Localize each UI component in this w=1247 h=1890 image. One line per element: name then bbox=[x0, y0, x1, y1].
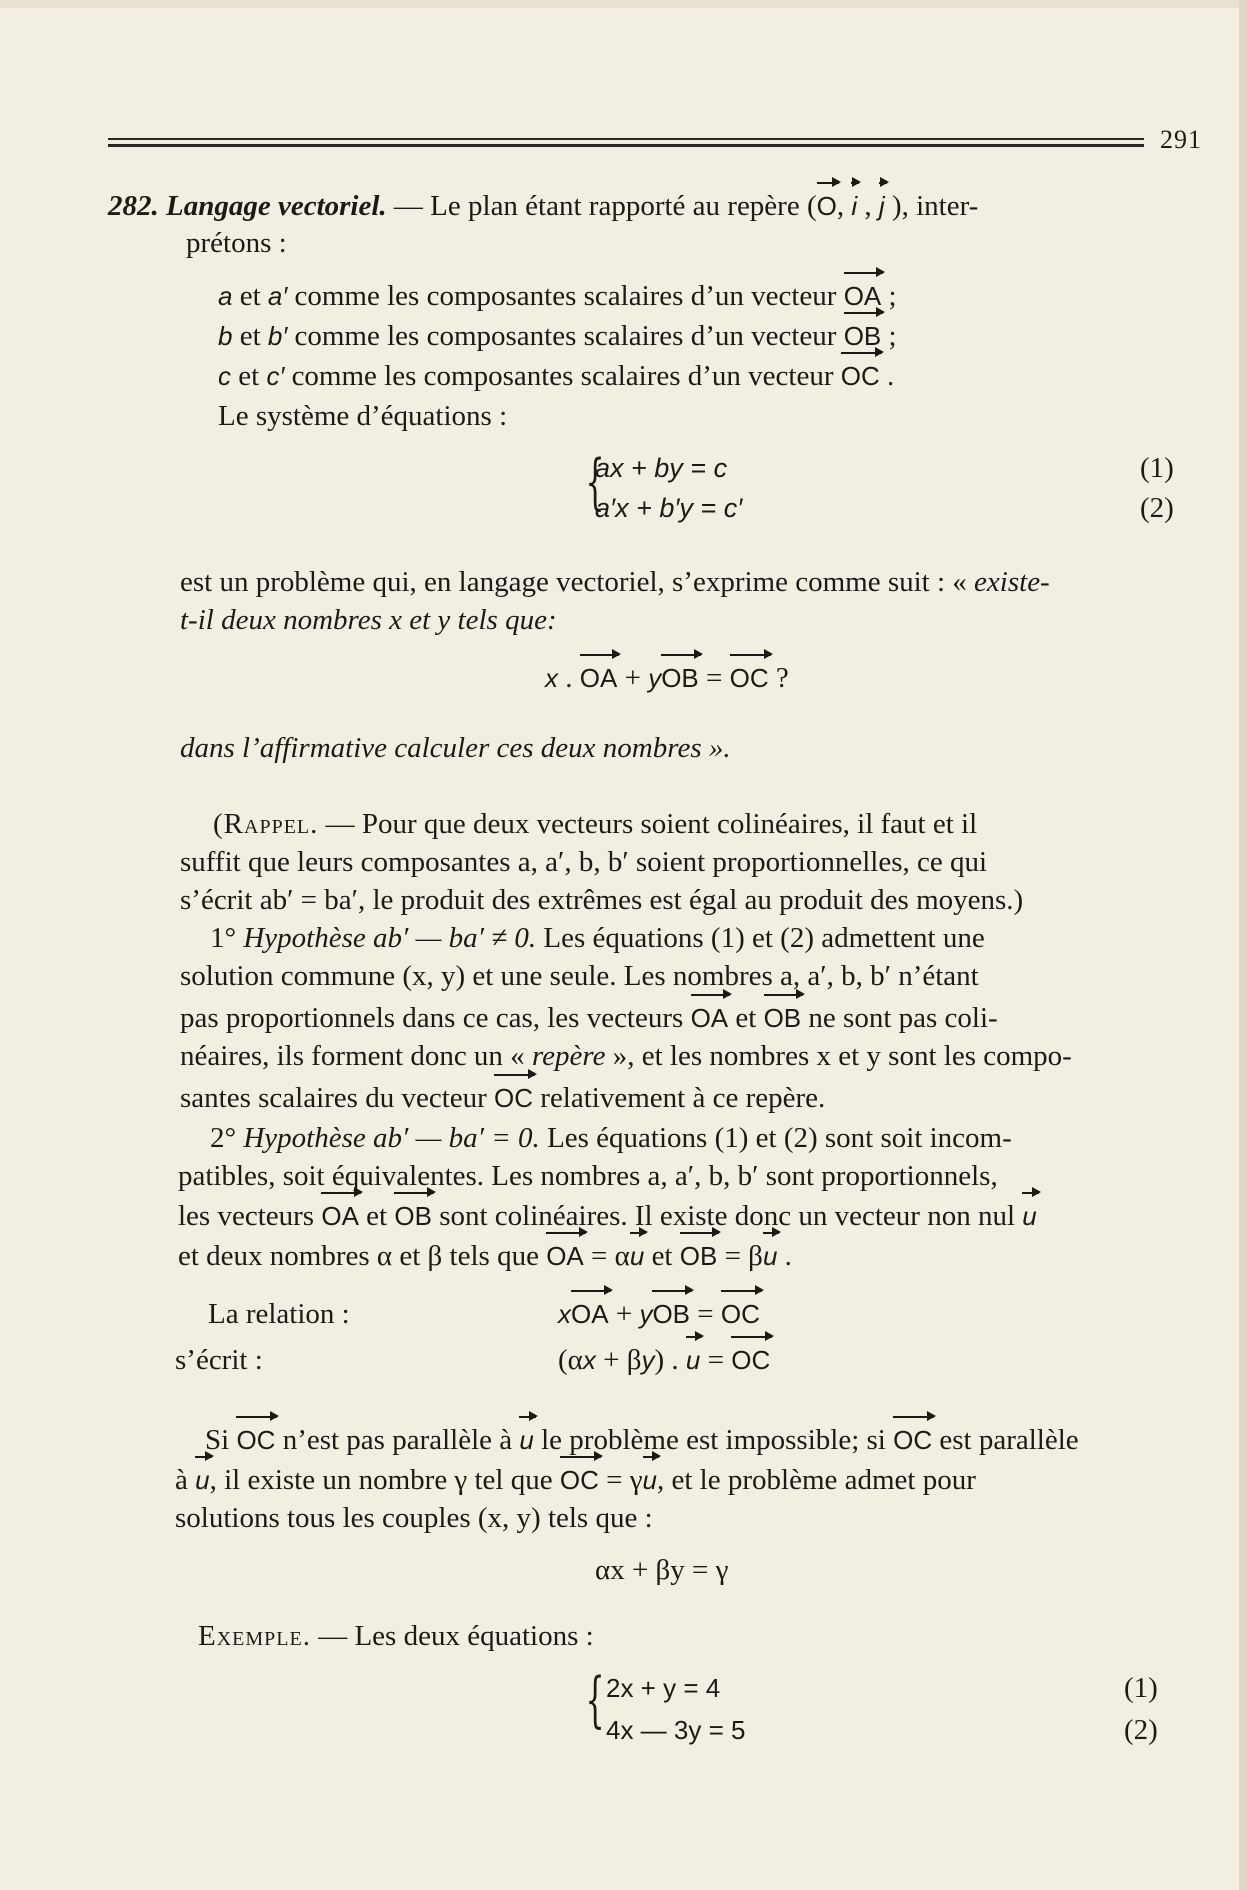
hypothesis-2-line-1: 2° Hypothèse ab′ — ba′ = 0. Les équations (1) et (2) sont soit incom- bbox=[210, 1122, 1012, 1154]
conclusion-line-3: solutions tous les couples (x, y) tels que : bbox=[175, 1502, 653, 1534]
section-number: 282. bbox=[108, 190, 159, 222]
hypothesis-2-line-2: patibles, soit équivalentes. Les nombres a, a′, b, b′ sont proportionnels, bbox=[178, 1160, 998, 1192]
equation-2: a′x + b′y = c′ bbox=[595, 493, 743, 523]
example-equation-2: 4x — 3y = 5 bbox=[606, 1715, 746, 1745]
vector-equation: x . OA + yOB = OC ? bbox=[545, 662, 789, 694]
hypothesis-2-line-3: les vecteurs OA et OB sont colinéaires. Il existe donc un vecteur non nul u bbox=[178, 1200, 1037, 1232]
section-heading bbox=[108, 188, 978, 224]
example-brace: { bbox=[585, 1665, 605, 1735]
list-item-ob: b et b′ comme les composantes scalaires d’un vecteur OB ; bbox=[218, 320, 897, 352]
rappel-line-1: (Rappel. — Pour que deux vecteurs soient colinéaires, il faut et il bbox=[213, 808, 978, 840]
conclusion-line-1: Si OC n’est pas parallèle à u le problème est impossible; si OC est parallèle bbox=[205, 1424, 1079, 1456]
problem-line-1: est un problème qui, en langage vectoriel, s’exprime comme suit : « existe- bbox=[180, 566, 1050, 598]
system-intro: Le système d’équations : bbox=[218, 400, 508, 432]
header-rule bbox=[108, 146, 1144, 147]
rappel-line-3: s’écrit ab′ = ba′, le produit des extrêmes est égal au produit des moyens.) bbox=[180, 884, 1024, 916]
conclusion-equation: αx + βy = γ bbox=[595, 1554, 729, 1586]
page-top-edge bbox=[0, 0, 1247, 8]
header-double-rule bbox=[108, 138, 1144, 146]
section-intro: — Le plan étant rapporté au repère (O, i , j ), inter- bbox=[393, 190, 979, 222]
example-equation-1-number: (1) bbox=[1124, 1672, 1158, 1704]
example-equation-2-number: (2) bbox=[1124, 1714, 1158, 1746]
affirmative-line: dans l’affirmative calculer ces deux nombres ». bbox=[180, 732, 731, 764]
writes-label: s’écrit : bbox=[175, 1344, 263, 1376]
equation-1-number: (1) bbox=[1140, 452, 1174, 484]
hypothesis-2-line-4: et deux nombres α et β tels que OA = αu et OB = βu . bbox=[178, 1240, 792, 1272]
rappel-line-2: suffit que leurs composantes a, a′, b, b′ soient proportionnelles, ce qui bbox=[180, 846, 988, 878]
list-item-oc: c et c′ comme les composantes scalaires d’un vecteur OC . bbox=[218, 360, 895, 392]
hypothesis-1-line-5: santes scalaires du vecteur OC relativement à ce repère. bbox=[180, 1082, 826, 1114]
hypothesis-1-line-4: néaires, ils forment donc un « repère », et les nombres x et y sont les compo- bbox=[180, 1040, 1072, 1072]
relation-equation: xOA + yOB = OC bbox=[558, 1298, 760, 1330]
system-brace: { bbox=[585, 447, 605, 517]
list-item-oa: a et a′ comme les composantes scalaires d’un vecteur OA ; bbox=[218, 280, 897, 312]
page-number: 291 bbox=[1160, 125, 1202, 154]
hypothesis-1-line-3: pas proportionnels dans ce cas, les vecteurs OA et OB ne sont pas coli- bbox=[180, 1002, 998, 1034]
relation-label: La relation : bbox=[208, 1298, 350, 1330]
equation-1: ax + by = c bbox=[595, 453, 728, 483]
conclusion-line-2: à u, il existe un nombre γ tel que OC = γu, et le problème admet pour bbox=[175, 1464, 976, 1496]
page-right-edge bbox=[1239, 0, 1247, 1890]
example-heading: Exemple. — Les deux équations : bbox=[198, 1620, 594, 1652]
example-equation-1: 2x + y = 4 bbox=[606, 1673, 721, 1703]
equation-2-number: (2) bbox=[1140, 492, 1174, 524]
section-title: Langage vectoriel. bbox=[166, 190, 387, 222]
problem-line-2: t-il deux nombres x et y tels que: bbox=[180, 604, 557, 636]
writes-equation: (αx + βy) . u = OC bbox=[558, 1344, 771, 1376]
hypothesis-1-line-1: 1° Hypothèse ab′ — ba′ ≠ 0. Les équations (1) et (2) admettent une bbox=[210, 922, 985, 954]
hypothesis-1-line-2: solution commune (x, y) et une seule. Les nombres a, a′, b, b′ n’étant bbox=[180, 960, 979, 992]
section-intro-cont: prétons : bbox=[186, 227, 287, 259]
